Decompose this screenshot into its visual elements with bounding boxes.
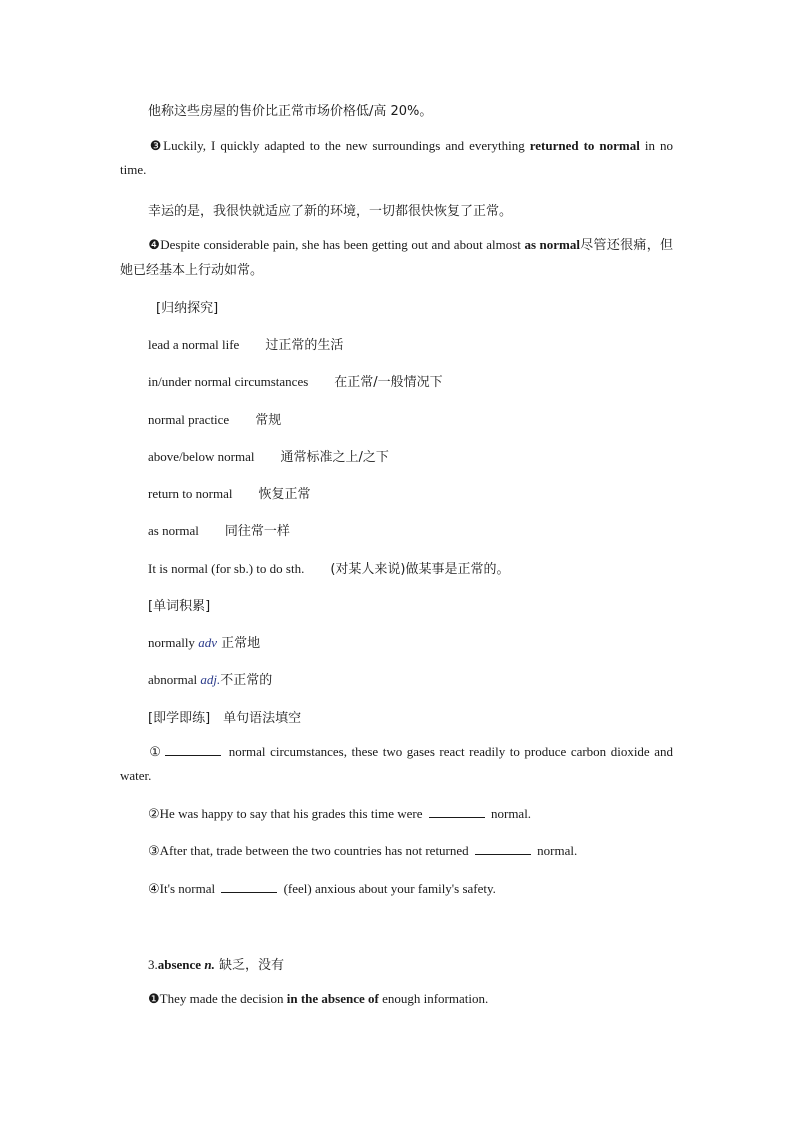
vocab-row-abnormal [148,669,272,688]
vocab-word: normally [148,635,199,650]
phrase-row [148,558,510,577]
phrase-row [148,409,281,428]
section-heading-practice: [即学即练] 单句语法填空 [148,711,302,726]
example-3-keyphrase: returned to normal [529,138,640,153]
vocab-word: abnormal [148,672,201,687]
phrase-cn: 同往常一样 [224,524,290,539]
answer-blank[interactable] [221,880,277,893]
example-sentence-4 [120,233,673,283]
example-4-translation: 尽管还很痛，但她已经基本上行动如常。 [120,238,674,278]
example-sentence-absence-1 [148,991,488,1007]
entry-pos: n. [201,957,215,972]
phrase-en: lead a normal life [148,337,240,352]
exercise-2 [148,805,531,822]
exercise-3 [148,842,577,859]
absence-example-text-b: enough information. [378,991,489,1006]
phrase-row [148,483,311,502]
exercise-1-number: ① [148,744,163,759]
phrase-en: in/under normal circumstances [148,374,309,389]
exercise-4-text-b: (feel) anxious about your family's safety. [280,881,496,896]
section-heading-vocabulary: [单词积累] [148,599,211,614]
phrase-row [148,520,290,539]
answer-blank[interactable] [165,743,221,756]
vocab-pos: adj. [200,672,221,687]
exercise-1 [120,740,673,788]
exercise-2-text-a: ②He was happy to say that his grades this time were [148,806,426,821]
phrase-row [148,334,343,353]
phrase-cn: (对某人来说)做某事是正常的。 [330,562,510,577]
absence-example-text-a: ❶They made the decision [148,991,287,1006]
vocab-meaning: 正常地 [216,636,261,651]
absence-example-keyphrase: in the absence of [286,991,379,1006]
example-3-text-b: in no time. [120,138,673,177]
section-heading-summary: [归纳探究] [156,301,219,316]
entry-word: absence [157,957,202,972]
exercise-4 [148,880,496,897]
phrase-en: normal practice [148,412,230,427]
example-4-keyphrase: as normal [524,237,580,252]
vocab-row-normally [148,632,260,651]
entry-meaning: 缺乏，没有 [214,958,284,973]
phrase-cn: 恢复正常 [258,487,311,502]
answer-blank[interactable] [475,842,531,855]
phrase-cn: 在正常/一般情况下 [334,375,443,390]
exercise-4-text-a: ④It's normal [148,881,219,896]
phrase-en: as normal [148,523,199,538]
exercise-2-text-b: normal. [487,806,532,821]
example-4-text-a: ❹Despite considerable pain, she has been getting out and about almost [148,237,525,252]
vocab-pos: adv [198,635,217,650]
example-sentence-3 [120,134,673,182]
translation-line-3: 幸运的是，我很快就适应了新的环境，一切都很快恢复了正常。 [148,204,513,219]
phrase-en: It is normal (for sb.) to do sth. [148,561,305,576]
exercise-3-text-b: normal. [533,843,578,858]
translation-line-1: 他称这些房屋的售价比正常市场价格低/高 20%。 [148,104,433,119]
phrase-row [148,446,389,465]
exercise-3-text-a: ③After that, trade between the two countries has not returned [148,843,472,858]
phrase-cn: 通常标准之上/之下 [280,450,389,465]
example-3-text-a: ❸Luckily, I quickly adapted to the new surroundings and everything [148,138,530,153]
phrase-cn: 过正常的生活 [265,338,344,353]
entry-heading-absence [148,954,284,973]
exercise-1-text: normal circumstances, these two gases react readily to produce carbon dioxide and water. [120,744,673,783]
phrase-en: return to normal [148,486,233,501]
entry-number: 3. [148,957,158,972]
phrase-en: above/below normal [148,449,255,464]
phrase-cn: 常规 [255,413,282,428]
vocab-meaning: 不正常的 [220,673,273,688]
phrase-row [148,371,443,390]
answer-blank[interactable] [429,805,485,818]
